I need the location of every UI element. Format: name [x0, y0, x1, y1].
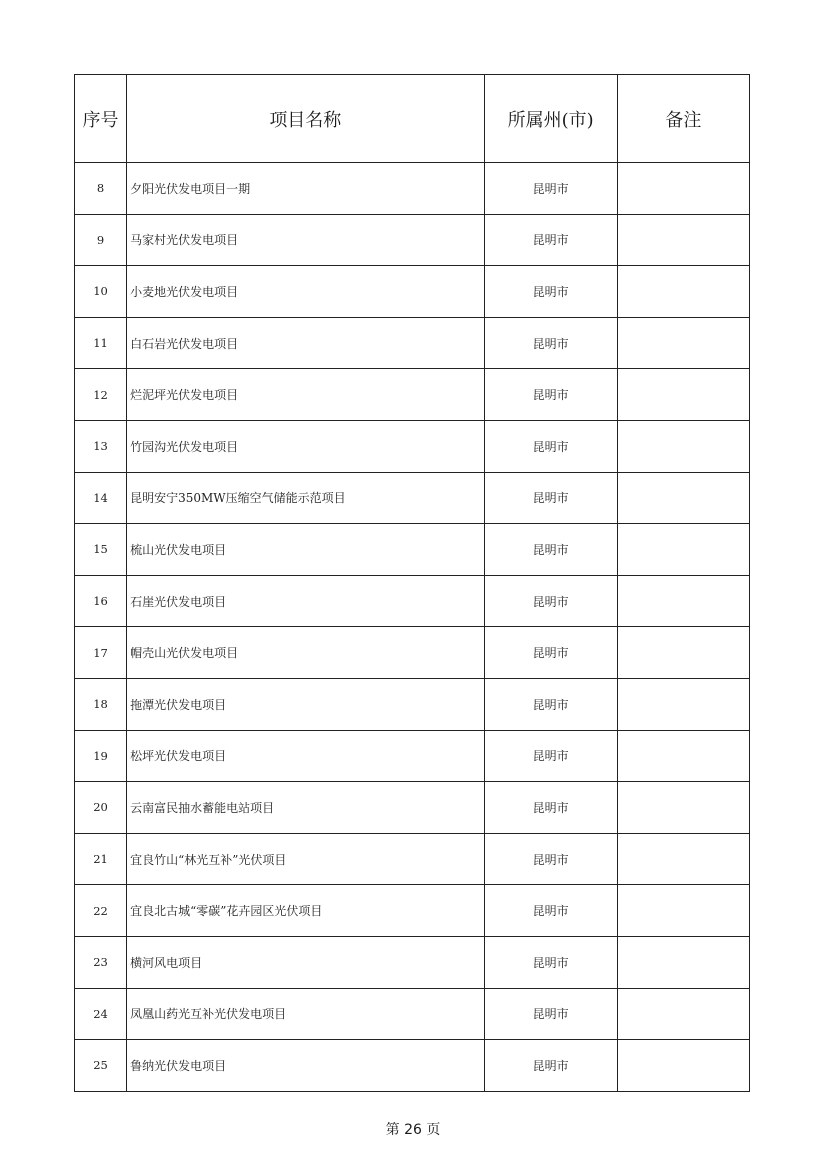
header-project-name: 项目名称: [127, 75, 485, 163]
project-name-cell: 宜良竹山“林光互补”光伏项目: [127, 833, 485, 885]
table-row: [75, 266, 750, 318]
serial-number-cell: 14: [75, 472, 127, 524]
serial-number-cell: 13: [75, 420, 127, 472]
remark-cell: [617, 575, 749, 627]
project-name-cell: 云南富民抽水蓄能电站项目: [127, 782, 485, 834]
table-row: [75, 369, 750, 421]
table-row: [75, 214, 750, 266]
table-row: [75, 472, 750, 524]
serial-number-cell: 18: [75, 678, 127, 730]
table-header: [75, 75, 750, 163]
project-name-cell: 白石岩光伏发电项目: [127, 317, 485, 369]
remark-cell: [617, 988, 749, 1040]
project-name-cell: 夕阳光伏发电项目一期: [127, 163, 485, 215]
region-cell: 昆明市: [484, 163, 617, 215]
table-row: [75, 163, 750, 215]
region-cell: 昆明市: [484, 472, 617, 524]
project-name-cell: 竹园沟光伏发电项目: [127, 420, 485, 472]
serial-number-cell: 10: [75, 266, 127, 318]
table-row: [75, 833, 750, 885]
region-cell: 昆明市: [484, 782, 617, 834]
table-row: [75, 885, 750, 937]
serial-number-cell: 17: [75, 627, 127, 679]
project-name-cell: 鲁纳光伏发电项目: [127, 1040, 485, 1092]
table-row: [75, 988, 750, 1040]
remark-cell: [617, 782, 749, 834]
region-cell: 昆明市: [484, 266, 617, 318]
table-row: [75, 678, 750, 730]
region-cell: 昆明市: [484, 885, 617, 937]
project-name-cell: 横河风电项目: [127, 936, 485, 988]
region-cell: 昆明市: [484, 214, 617, 266]
remark-cell: [617, 420, 749, 472]
table-row: [75, 782, 750, 834]
region-cell: 昆明市: [484, 1040, 617, 1092]
header-serial-number: 序号: [75, 75, 127, 163]
region-cell: 昆明市: [484, 988, 617, 1040]
header-row: [75, 75, 750, 163]
remark-cell: [617, 214, 749, 266]
remark-cell: [617, 266, 749, 318]
serial-number-cell: 11: [75, 317, 127, 369]
table-row: [75, 524, 750, 576]
region-cell: 昆明市: [484, 833, 617, 885]
page-number: 第 26 页: [385, 1122, 441, 1138]
region-cell: 昆明市: [484, 369, 617, 421]
table-row: [75, 575, 750, 627]
region-cell: 昆明市: [484, 524, 617, 576]
header-region: 所属州(市): [484, 75, 617, 163]
project-name-cell: 松坪光伏发电项目: [127, 730, 485, 782]
region-cell: 昆明市: [484, 575, 617, 627]
remark-cell: [617, 885, 749, 937]
remark-cell: [617, 317, 749, 369]
remark-cell: [617, 524, 749, 576]
remark-cell: [617, 678, 749, 730]
table-body: [75, 163, 750, 1092]
remark-cell: [617, 627, 749, 679]
serial-number-cell: 15: [75, 524, 127, 576]
project-name-cell: 梳山光伏发电项目: [127, 524, 485, 576]
remark-cell: [617, 163, 749, 215]
project-name-cell: 石崖光伏发电项目: [127, 575, 485, 627]
remark-cell: [617, 472, 749, 524]
remark-cell: [617, 936, 749, 988]
table-row: [75, 730, 750, 782]
region-cell: 昆明市: [484, 420, 617, 472]
project-name-cell: 拖潭光伏发电项目: [127, 678, 485, 730]
serial-number-cell: 24: [75, 988, 127, 1040]
serial-number-cell: 23: [75, 936, 127, 988]
region-cell: 昆明市: [484, 730, 617, 782]
table-row: [75, 936, 750, 988]
serial-number-cell: 12: [75, 369, 127, 421]
region-cell: 昆明市: [484, 936, 617, 988]
region-cell: 昆明市: [484, 317, 617, 369]
serial-number-cell: 20: [75, 782, 127, 834]
remark-cell: [617, 369, 749, 421]
region-cell: 昆明市: [484, 627, 617, 679]
serial-number-cell: 9: [75, 214, 127, 266]
serial-number-cell: 8: [75, 163, 127, 215]
project-name-cell: 昆明安宁350MW压缩空气储能示范项目: [127, 472, 485, 524]
project-name-cell: 宜良北古城“零碳”花卉园区光伏项目: [127, 885, 485, 937]
header-remark: 备注: [617, 75, 749, 163]
remark-cell: [617, 1040, 749, 1092]
serial-number-cell: 16: [75, 575, 127, 627]
table-row: [75, 627, 750, 679]
region-cell: 昆明市: [484, 678, 617, 730]
project-name-cell: 帽壳山光伏发电项目: [127, 627, 485, 679]
project-name-cell: 凤凰山药光互补光伏发电项目: [127, 988, 485, 1040]
remark-cell: [617, 833, 749, 885]
serial-number-cell: 25: [75, 1040, 127, 1092]
serial-number-cell: 22: [75, 885, 127, 937]
table-row: [75, 1040, 750, 1092]
table-row: [75, 317, 750, 369]
project-name-cell: 小麦地光伏发电项目: [127, 266, 485, 318]
serial-number-cell: 21: [75, 833, 127, 885]
serial-number-cell: 19: [75, 730, 127, 782]
remark-cell: [617, 730, 749, 782]
project-name-cell: 烂泥坪光伏发电项目: [127, 369, 485, 421]
project-name-cell: 马家村光伏发电项目: [127, 214, 485, 266]
project-list-table: [74, 74, 750, 1092]
table-row: [75, 420, 750, 472]
